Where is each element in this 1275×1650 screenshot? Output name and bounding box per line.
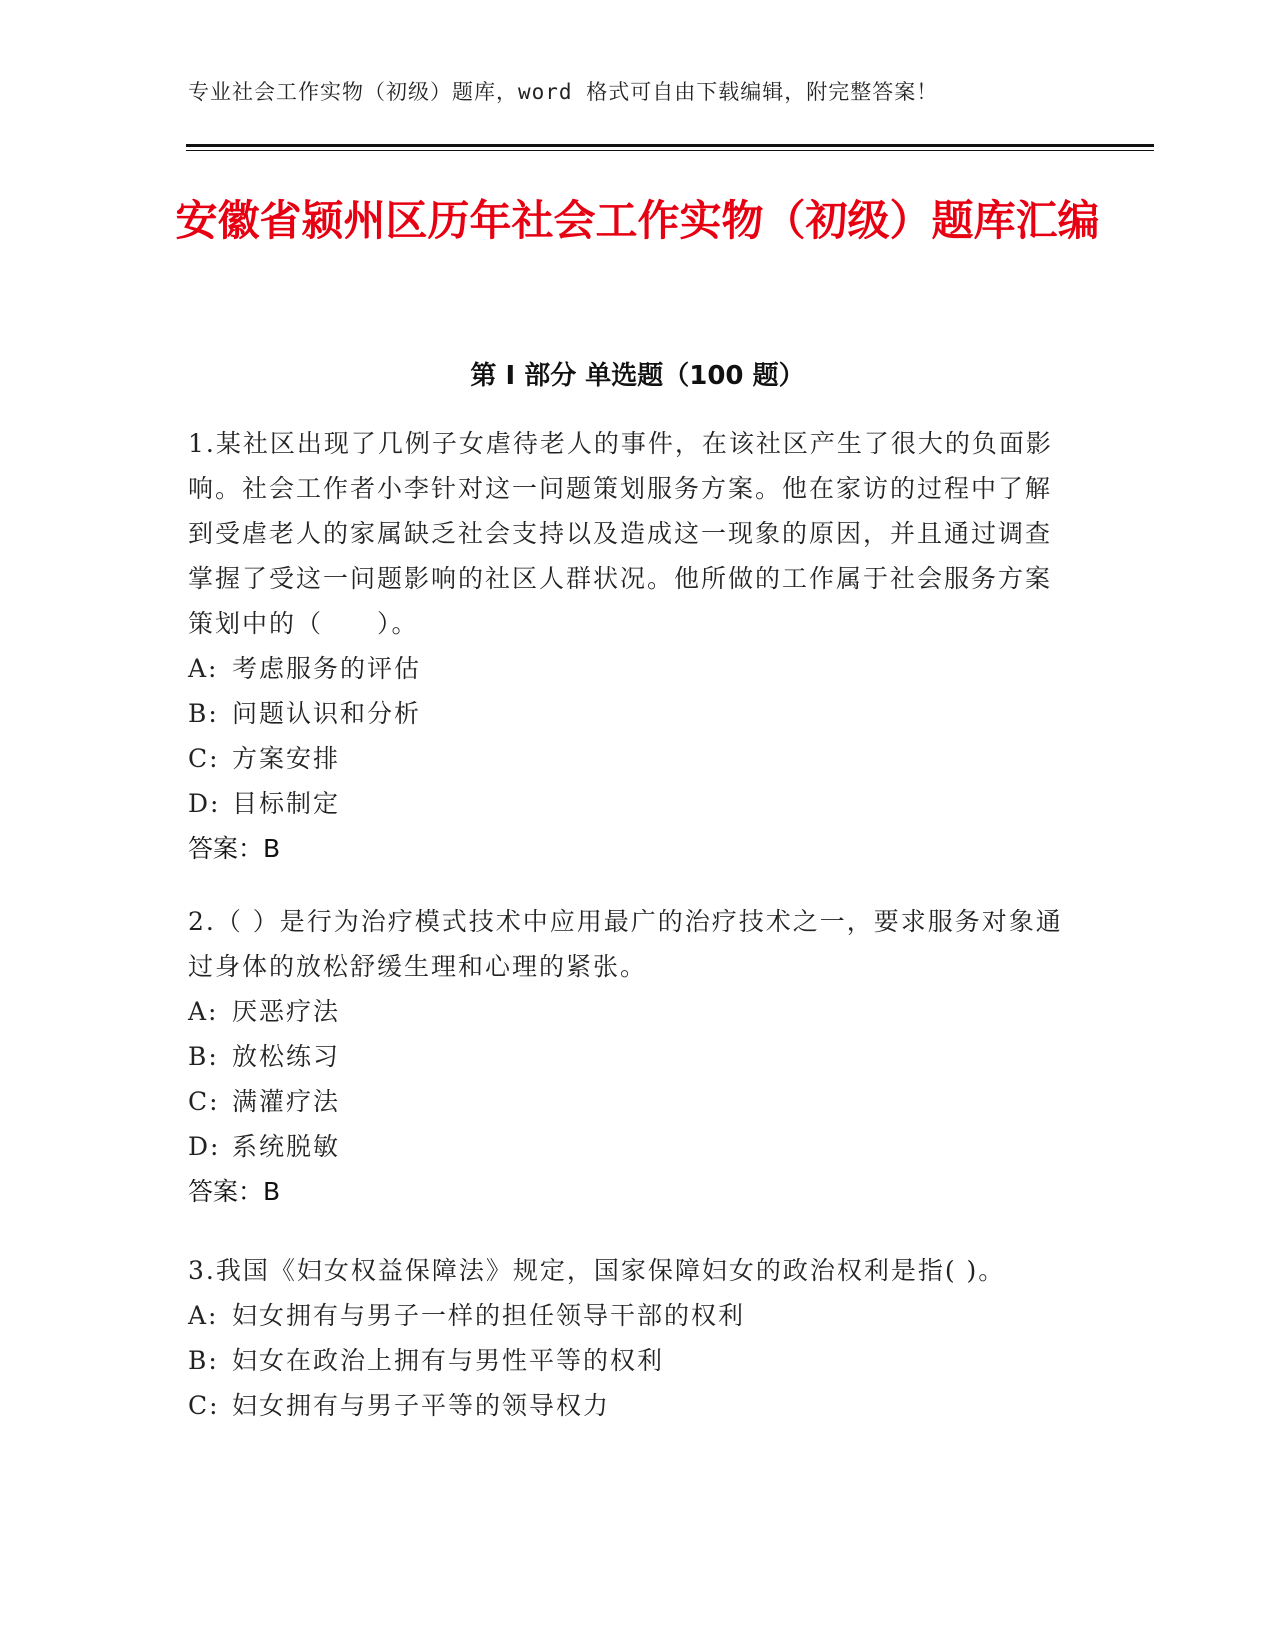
header-divider-thin (186, 150, 1154, 151)
option-text: 妇女拥有与男子平等的领导权力 (232, 1391, 611, 1420)
option-c (188, 736, 1068, 781)
option-text: 考虑服务的评估 (232, 654, 422, 683)
option-text: 放松练习 (232, 1042, 341, 1071)
question-1 (188, 421, 1068, 871)
option-text: 妇女拥有与男子一样的担任领导干部的权利 (232, 1301, 746, 1330)
document-title: 安徽省颍州区历年社会工作实物（初级）题库汇编 (175, 196, 1100, 245)
option-c (188, 1079, 1068, 1124)
option-text: 方案安排 (232, 744, 341, 773)
header-note: 专业社会工作实物（初级）题库，word 格式可自由下载编辑，附完整答案！ (188, 80, 939, 104)
option-letter: D: (188, 789, 221, 818)
option-letter: B: (188, 1346, 219, 1375)
option-letter: B: (188, 699, 219, 728)
option-b (188, 1034, 1068, 1079)
header-divider (186, 144, 1154, 147)
question-stem: 2.（ ）是行为治疗模式技术中应用最广的治疗技术之一，要求服务对象通过身体的放松舒缓生理和心理的紧张。 (188, 907, 1063, 981)
section-title: 第 I 部分 单选题（100 题） (470, 361, 805, 391)
option-letter: A: (188, 654, 219, 683)
option-b (188, 1338, 1068, 1383)
option-letter: B: (188, 1042, 219, 1071)
option-letter: A: (188, 1301, 219, 1330)
answer-line: 答案：B (188, 1177, 281, 1206)
question-2 (188, 899, 1068, 1214)
answer-line: 答案：B (188, 834, 281, 863)
option-b (188, 691, 1068, 736)
question-3 (188, 1248, 1068, 1428)
question-stem: 3.我国《妇女权益保障法》规定，国家保障妇女的政治权利是指( )。 (188, 1256, 1006, 1285)
option-text: 厌恶疗法 (232, 997, 341, 1026)
option-letter: C: (188, 1391, 220, 1420)
option-letter: A: (188, 997, 219, 1026)
question-stem: 1.某社区出现了几例子女虐待老人的事件，在该社区产生了很大的负面影响。社会工作者小李针对这一问题策划服务方案。他在家访的过程中了解到受虐老人的家属缺乏社会支持以及造成这一现象的原因，并且通过调查掌握了受这一问题影响的社区人群状况。他所做的工作属于社会服务方案策划中的（ ）。 (188, 429, 1053, 638)
option-c (188, 1383, 1068, 1428)
option-a (188, 1293, 1068, 1338)
option-letter: C: (188, 1087, 220, 1116)
option-text: 问题认识和分析 (232, 699, 422, 728)
option-d (188, 781, 1068, 826)
option-a (188, 989, 1068, 1034)
option-d (188, 1124, 1068, 1169)
option-text: 目标制定 (232, 789, 341, 818)
option-letter: C: (188, 744, 220, 773)
option-a (188, 646, 1068, 691)
option-text: 妇女在政治上拥有与男性平等的权利 (232, 1346, 665, 1375)
option-text: 满灌疗法 (232, 1087, 341, 1116)
option-text: 系统脱敏 (232, 1132, 341, 1161)
option-letter: D: (188, 1132, 221, 1161)
